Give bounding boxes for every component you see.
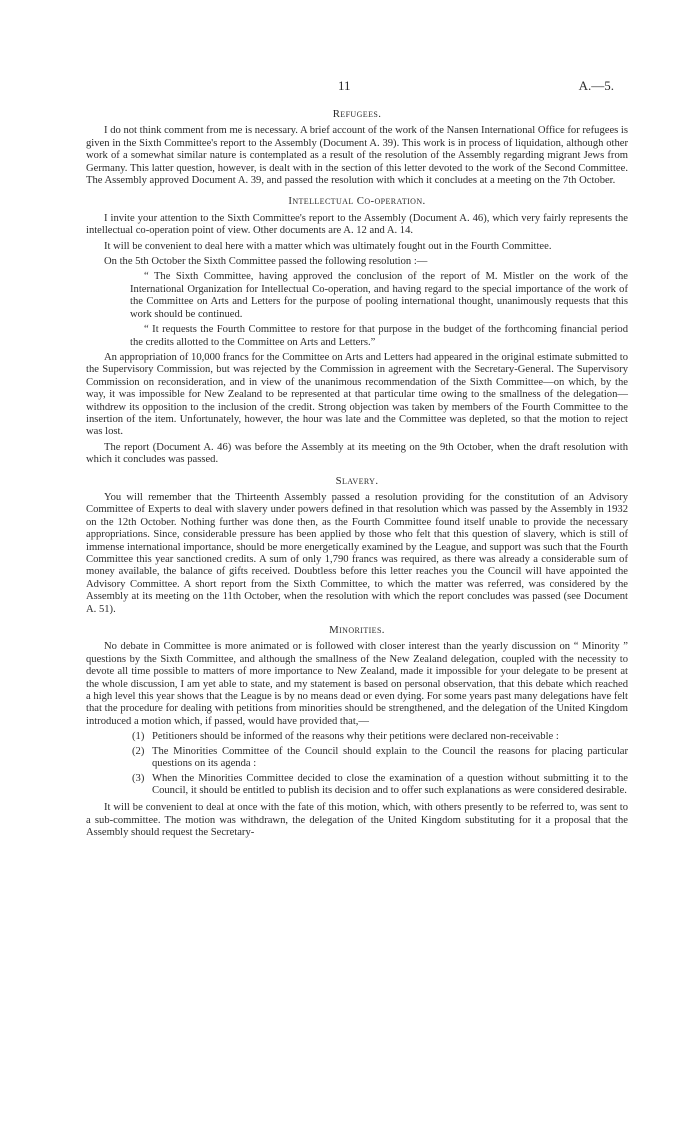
section-intellectual-cooperation xyxy=(86,195,628,466)
list-item-text: When the Minorities Committee decided to close the examination of a question without submitting it to the Council, it should be entitled to publish its decision and to offer such explanations as were considered desirable. xyxy=(152,772,628,796)
section-slavery xyxy=(86,475,628,616)
document-body xyxy=(86,104,628,848)
numbered-list xyxy=(86,731,628,797)
paragraph: You will remember that the Thirteenth Assembly passed a resolution providing for the constitution of an Advisory Committee of Experts to deal with slavery under powers defined in that resolution which was passed by the Assembly in 1932 on the 12th October. Nothing further was done then, as the Fourth Committee found itself unable to provide the necessary appropriations. Since, considerable pressure has been applied by those who felt that this question of slavery, which is still of immense international importance, should be more energetically examined by the League, and support was such that the Fourth Committee this year sanctioned credits. A sum of only 1,790 francs was required, as there was already a considerable sum of money available, the balance of gifts received. Doubtless before this letter reaches you the Council will have appointed the Advisory Committee. A short report from the Sixth Committee, to which the matter was referred, was considered by the Assembly at its meeting on the 11th October, when the resolution with which the report concludes was passed (see Document A. 51). xyxy=(86,491,628,615)
quoted-resolution: “ The Sixth Committee, having approved the conclusion of the report of M. Mistler on the work of the International Organization for Intellectual Co-operation, and having regard to the special importance of the work of the Committee on Arts and Letters for the purpose of pooling international thought, unanimously requests that this work should be continued. xyxy=(130,271,628,320)
paragraph: I invite your attention to the Sixth Committee's report to the Assembly (Document A. 46), which very fairly represents the intellectual co-operation point of view. Other documents are A. 12 and A. 14. xyxy=(86,212,628,237)
quoted-resolution: “ It requests the Fourth Committee to restore for that purpose in the budget of the forthcoming financial period the credits allotted to the Committee on Arts and Letters.” xyxy=(130,324,628,348)
list-item-number: (2) xyxy=(132,745,145,757)
list-item-text: Petitioners should be informed of the reasons why their petitions were declared non-receivable : xyxy=(152,731,559,743)
paragraph: It will be convenient to deal here with a matter which was ultimately fought out in the Fourth Committee. xyxy=(104,240,552,252)
list-item xyxy=(86,731,628,743)
section-heading-intellectual-cooperation: Intellectual Co-operation. xyxy=(288,195,426,208)
section-heading-slavery: Slavery. xyxy=(335,474,379,487)
paragraph: No debate in Committee is more animated or is followed with closer interest than the yearly discussion on “ Minority ” questions by the Sixth Committee, and although the smallness of the New Zealand delegation, coupled with the necessity to devote all time possible to matters of more importance to New Zealand, made it impossible for your delegate to be present at the whole discussion, I am yet able to state, and my statement is based on personal observation, that this debate which reached a high level this year shows that the League is by no means dead or even dying. For some years past many delegations have felt that the procedure for dealing with petitions from minorities should be strengthened, and the delegation of the United Kingdom introduced a motion which, if passed, would have provided that,— xyxy=(86,641,628,727)
list-item xyxy=(86,746,628,771)
section-heading-minorities: Minorities. xyxy=(329,624,385,637)
list-item-number: (3) xyxy=(132,772,145,784)
list-item-text: The Minorities Committee of the Council should explain to the Council the reasons for placing particular questions on its agenda : xyxy=(152,745,628,770)
paragraph: It will be convenient to deal at once with the fate of this motion, which, with others presently to be referred to, was sent to a sub-committee. The motion was withdrawn, the delegation of the United Kingdom substituting for it a proposal that the Assembly should request the Secretary- xyxy=(86,802,628,839)
paragraph: The report (Document A. 46) was before the Assembly at its meeting on the 9th October, when the draft resolution with which it concludes was passed. xyxy=(86,441,628,466)
page-number: 11 xyxy=(338,78,351,93)
paragraph: I do not think comment from me is necessary. A brief account of the work of the Nansen International Office for refugees is given in the Sixth Committee's report to the Assembly (Document A. 39). This work is in process of liquidation, although other work of a somewhat similar nature is contemplated as a result of the resolution of the Assembly regarding migrant Jews from Germany. This latter question, however, is dealt with in the section of this letter devoted to the work of the Second Committee. The Assembly approved Document A. 39, and passed the resolution with which it concludes at a meeting on the 7th October. xyxy=(86,125,628,187)
page-header xyxy=(0,80,700,96)
paragraph: On the 5th October the Sixth Committee passed the following resolution :— xyxy=(104,256,428,268)
list-item xyxy=(86,773,628,798)
section-minorities xyxy=(86,624,628,840)
list-item-number: (1) xyxy=(132,731,145,743)
paragraph: An appropriation of 10,000 francs for the Committee on Arts and Letters had appeared in the original estimate submitted to the Supervisory Commission, but was rejected by the Commission in agreement with the Secretary-General. The Supervisory Commission on reconsideration, and in view of the unanimous recommendation of the Sixth Committee—on which, by the way, it was impossible for New Zealand to be represented at that particular time owing to the smallness of the delegation—withdrew its opposition to the inclusion of the credit. Strong objection was taken by members of the Fourth Committee to the insertion of the item. Unfortunately, however, the hour was late and the Committee was depleted, so that the motion to reject was lost. xyxy=(86,351,628,438)
section-heading-refugees: Refugees. xyxy=(332,108,382,120)
section-refugees xyxy=(86,108,628,187)
document-reference: A.—5. xyxy=(578,78,614,93)
